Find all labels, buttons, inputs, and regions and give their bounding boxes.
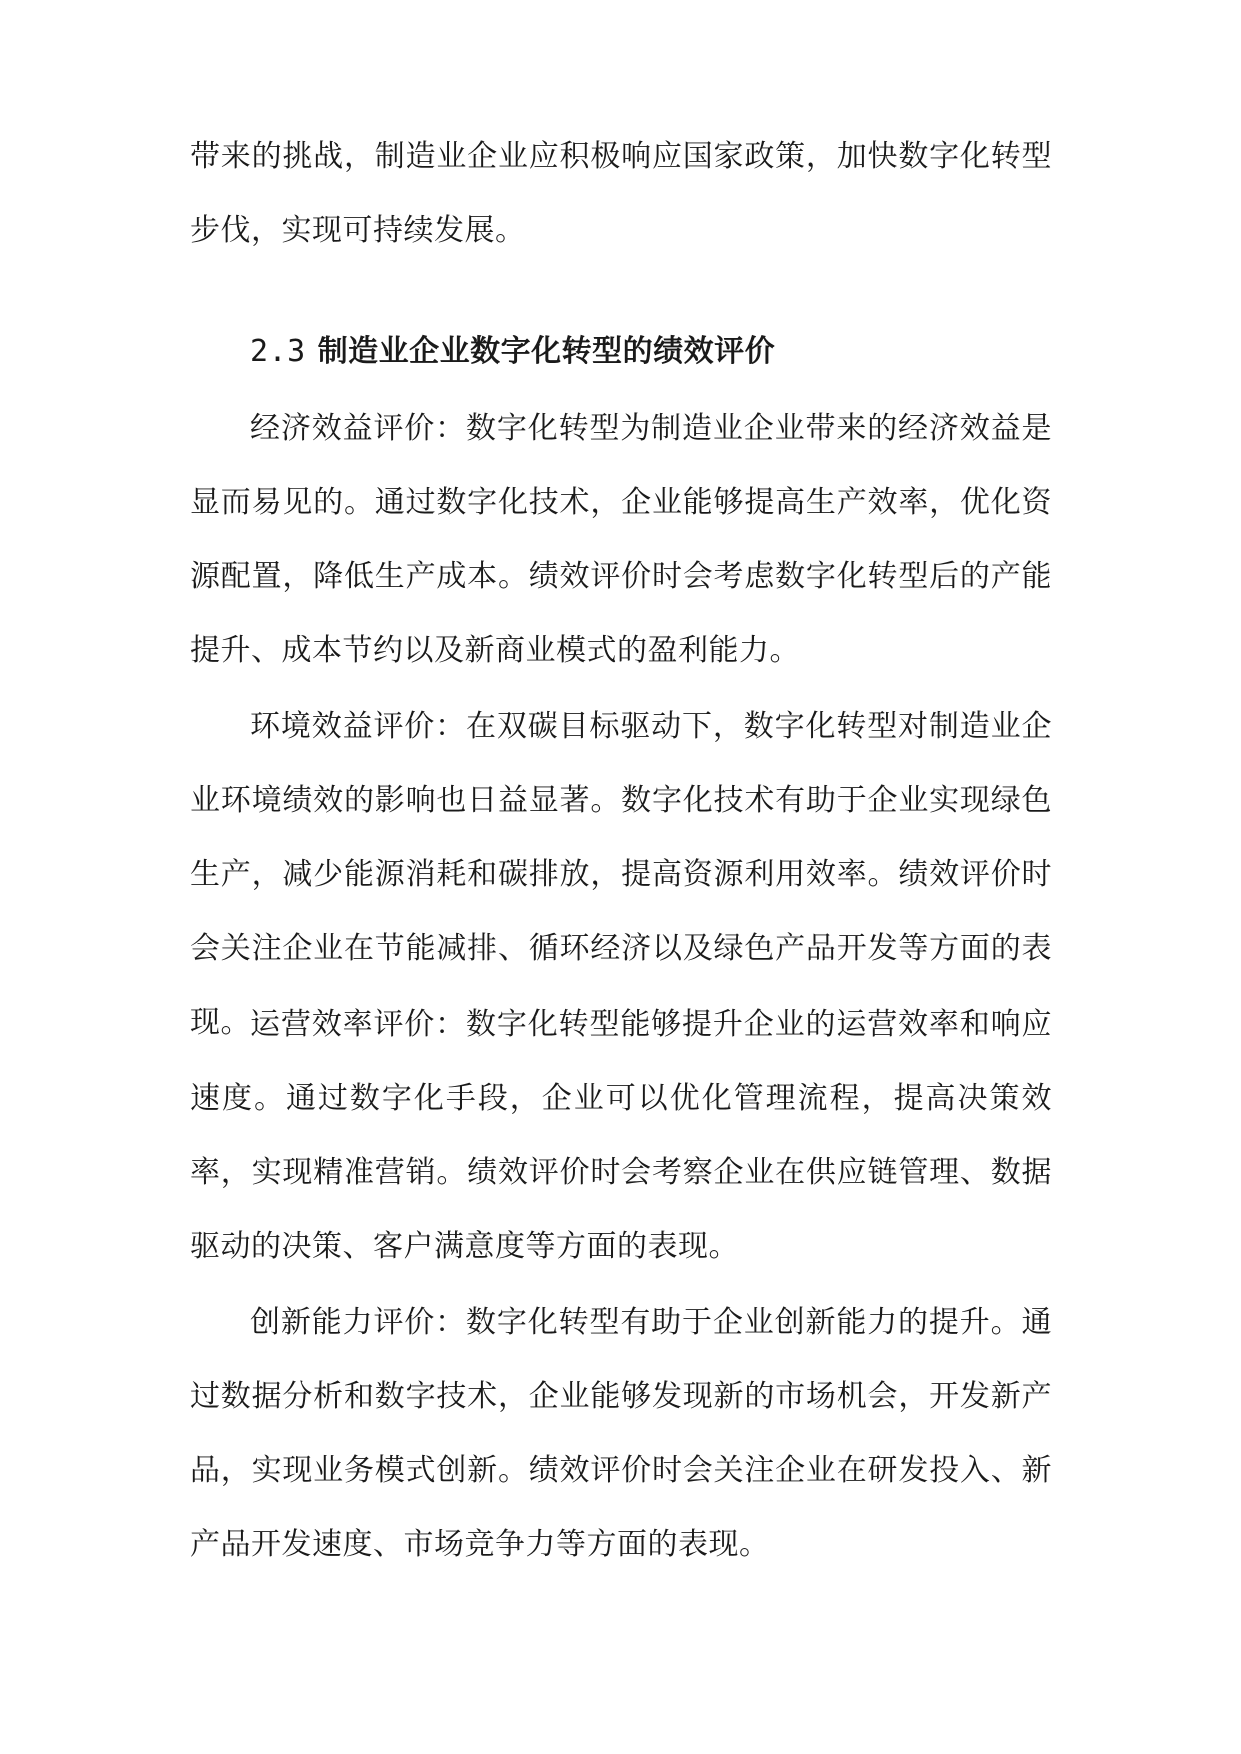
section-heading: [250, 332, 775, 372]
section-title: 制造业企业数字化转型的绩效评价: [317, 334, 776, 369]
paragraph-environmental-benefit: 环境效益评价：在双碳目标驱动下，数字化转型对制造业企业环境绩效的影响也日益显著。数字化技术有助于企业实现绿色生产，减少能源消耗和碳排放，提高资源利用效率。绩效评价时会关注企业在节能减排、循环经济以及绿色产品开发等方面的表现。: [190, 709, 1052, 1040]
section-number: 2.3: [250, 334, 306, 369]
paragraph-innovation-capability: 创新能力评价：数字化转型有助于企业创新能力的提升。通过数据分析和数字技术，企业能够发现新的市场机会，开发新产品，实现业务模式创新。绩效评价时会关注企业在研发投入、新产品开发速度、市场竞争力等方面的表现。: [190, 1305, 1052, 1562]
paragraph-economic-benefit: 经济效益评价：数字化转型为制造业企业带来的经济效益是显而易见的。通过数字化技术，企业能够提高生产效率，优化资源配置，降低生产成本。绩效评价时会考虑数字化转型后的产能提升、成本节约以及新商业模式的盈利能力。: [190, 411, 1052, 668]
continued-paragraph: 带来的挑战，制造业企业应积极响应国家政策，加快数字化转型步伐，实现可持续发展。: [190, 139, 1052, 248]
paragraph-operational-efficiency: 运营效率评价：数字化转型能够提升企业的运营效率和响应速度。通过数字化手段，企业可以优化管理流程，提高决策效率，实现精准营销。绩效评价时会考察企业在供应链管理、数据驱动的决策、客户满意度等方面的表现。: [190, 1007, 1052, 1264]
